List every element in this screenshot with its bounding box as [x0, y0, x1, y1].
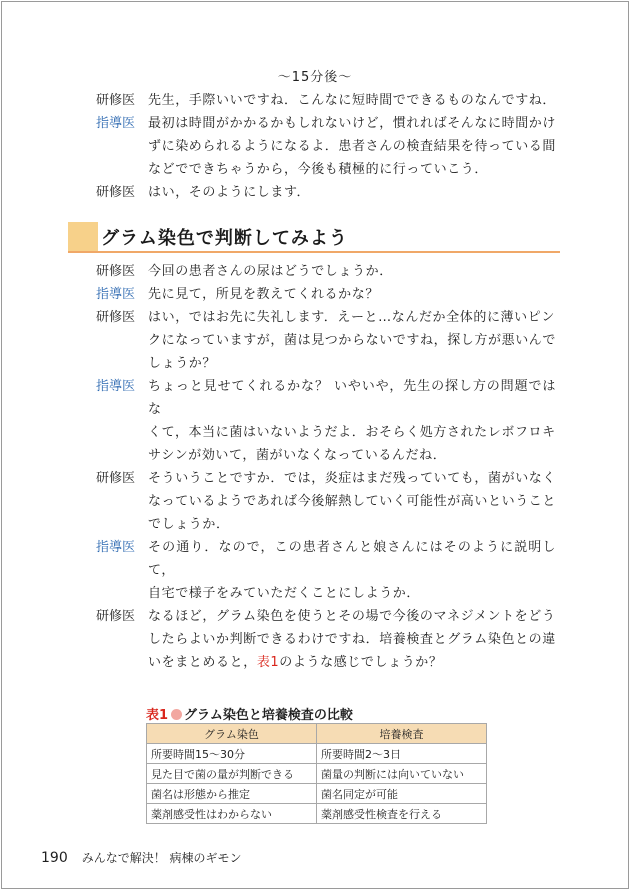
caption-dot-icon [171, 709, 182, 720]
speaker-label [96, 513, 148, 536]
utterance-text: くて，本当に菌はいないようだよ．おそらく処方されたレボフロキ [148, 425, 556, 440]
speaker-label: 指導医 [96, 379, 136, 394]
speaker-label: 研修医 [96, 609, 136, 624]
table-cell: 菌量の判断には向いていない [317, 764, 487, 784]
utterance-text-part: いをまとめると， [148, 655, 257, 670]
table-row [147, 804, 487, 824]
speaker-label [96, 352, 148, 375]
table-row [147, 784, 487, 804]
speaker-label: 研修医 [96, 264, 136, 279]
section-heading [68, 222, 560, 252]
utterance-text: 今回の患者さんの尿はどうでしょうか． [148, 264, 393, 279]
table-cell: 所要時間2～3日 [317, 744, 487, 764]
table-reference: 表1 [256, 655, 280, 670]
dialogue-line [96, 605, 556, 628]
speaker-label: 研修医 [96, 310, 136, 325]
dialogue-line [96, 329, 556, 352]
table-cell: 薬剤感受性検査を行える [317, 804, 487, 824]
book-title: みんなで解決！ 病棟のギモン [81, 851, 242, 865]
dialogue-line [96, 135, 556, 158]
utterance-text: 自宅で様子をみていただくことにしようか． [148, 586, 421, 601]
utterance-text: なるほど，グラム染色を使うとその場で今後のマネジメントをどう [148, 609, 556, 624]
speaker-label [96, 135, 148, 158]
comparison-table [146, 723, 487, 824]
dialogue-block-2 [96, 260, 556, 674]
dialogue-line [96, 467, 556, 490]
utterance-text: クになっていますが，菌は見つからないですね，探し方が悪いんで [148, 333, 557, 348]
table-cell: 菌名同定が可能 [317, 784, 487, 804]
dialogue-line [96, 112, 556, 135]
utterance-text-part: のような感じでしょうか？ [279, 655, 443, 670]
table-caption [146, 704, 353, 723]
utterance-text: などでできちゃうから，今後も積極的に行っていこう． [148, 162, 489, 177]
dialogue-line [96, 444, 556, 467]
header-gram-stain: グラム染色 [147, 724, 317, 744]
utterance-text: 先に見て，所見を教えてくれるかな？ [148, 287, 379, 302]
dialogue-line [96, 651, 556, 674]
speaker-label [96, 582, 148, 605]
speaker-label: 研修医 [96, 471, 136, 486]
page-number: 190 [41, 850, 68, 866]
section-accent-bar [68, 222, 98, 252]
utterance-text: その通り．なので，この患者さんと娘さんにはそのように説明して， [148, 540, 556, 578]
header-culture: 培養検査 [317, 724, 487, 744]
dialogue-line [96, 582, 556, 605]
dialogue-line [96, 283, 556, 306]
speaker-label: 研修医 [96, 185, 136, 200]
dialogue-line [96, 628, 556, 651]
utterance-text: でしょうか． [148, 517, 230, 532]
speaker-label [96, 158, 148, 181]
page-footer [41, 849, 242, 866]
utterance-text: 先生，手際いいですね．こんなに短時間でできるものなんですね． [148, 93, 557, 108]
dialogue-line [96, 89, 556, 112]
dialogue-line [96, 306, 556, 329]
table-cell: 所要時間15～30分 [147, 744, 317, 764]
utterance-text: ちょっと見せてくれるかな？ いやいや，先生の探し方の問題ではな [148, 379, 556, 417]
dialogue-line [96, 421, 556, 444]
speaker-label [96, 421, 148, 444]
dialogue-line [96, 375, 556, 421]
speaker-label [96, 651, 148, 674]
utterance-text: 最初は時間がかかるかもしれないけど，慣れればそんなに時間かけ [148, 116, 557, 131]
dialogue-line [96, 352, 556, 375]
table-caption-number: 表1 [146, 708, 169, 723]
speaker-label: 指導医 [96, 287, 136, 302]
utterance-text: ずに染められるようになるよ．患者さんの検査結果を待っている間 [148, 139, 557, 154]
utterance-text: なっているようであれば今後解熱していく可能性が高いということ [148, 494, 557, 509]
speaker-label [96, 628, 148, 651]
utterance-text: サシンが効いて，菌がいなくなっているんだね． [148, 448, 447, 463]
table-cell: 薬剤感受性はわからない [147, 804, 317, 824]
utterance-text: したらよいか判断できるわけですね．培養検査とグラム染色との違 [148, 632, 556, 647]
table-row [147, 744, 487, 764]
speaker-label: 研修医 [96, 93, 136, 108]
section-underline [68, 251, 560, 253]
table-header-row [147, 724, 487, 744]
speaker-label [96, 329, 148, 352]
utterance-text: はい，そのようにします． [148, 185, 311, 200]
section-title: グラム染色で判断してみよう [101, 228, 348, 249]
table-cell: 見た目で菌の量が判断できる [147, 764, 317, 784]
dialogue-line [96, 490, 556, 513]
speaker-label: 指導医 [96, 540, 136, 555]
dialogue-line [96, 260, 556, 283]
dialogue-line [96, 181, 556, 204]
utterance-text: はい，ではお先に失礼します．えーと…なんだか全体的に薄いピン [148, 310, 555, 325]
dialogue-line [96, 158, 556, 181]
table-caption-title: グラム染色と培養検査の比較 [184, 708, 353, 723]
time-caption: ～15分後～ [277, 70, 353, 85]
utterance-text: そういうことですか．では，炎症はまだ残っていても，菌がいなく [148, 471, 557, 486]
speaker-label [96, 490, 148, 513]
table-row [147, 764, 487, 784]
speaker-label [96, 444, 148, 467]
utterance-text: しょうか？ [148, 356, 217, 371]
dialogue-line [96, 536, 556, 582]
dialogue-block-1 [96, 89, 556, 204]
utterance-text [148, 651, 556, 674]
table-cell: 菌名は形態から推定 [147, 784, 317, 804]
dialogue-line [96, 513, 556, 536]
speaker-label: 指導医 [96, 116, 136, 131]
